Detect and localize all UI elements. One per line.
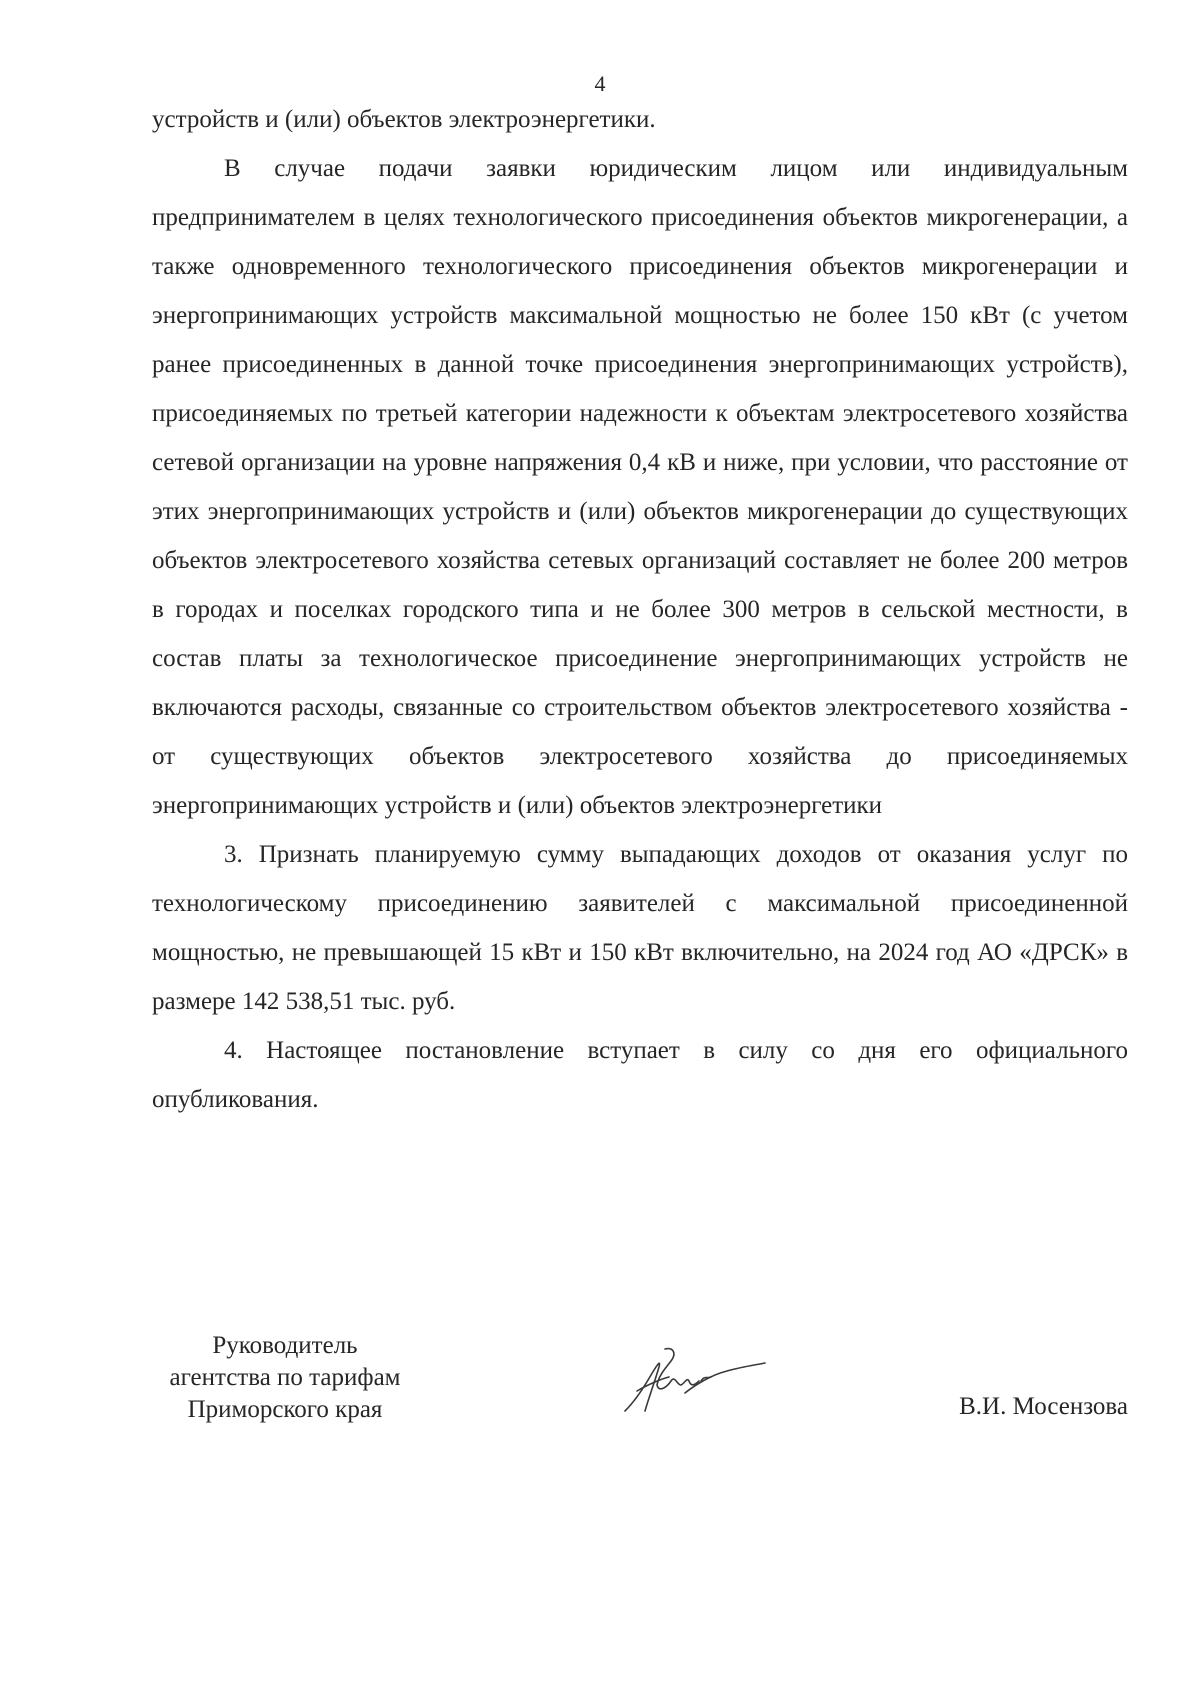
paragraph-continuation: устройств и (или) объектов электроэнергетики. (152, 106, 656, 133)
signatory-title-line: агентства по тарифам (169, 1364, 401, 1391)
signatory-title-line: Руководитель (212, 1332, 358, 1359)
page-number: 4 (594, 71, 606, 96)
signatory-title (140, 1330, 430, 1426)
signer-name: В.И. Мосензова (959, 1393, 1128, 1420)
paragraph-item-4: 4. Настоящее постановление вступает в силу со дня его официального опубликования. (152, 1037, 1128, 1113)
document-body (152, 95, 1128, 1124)
paragraph-item-3: 3. Признать планируемую сумму выпадающих доходов от оказания услуг по технологическому присоединению заявителей с максимальной присоединенной мощностью, не превышающей 15 кВт и 150 кВт включительно, на 2024 год АО «ДРСК» в размере 142 538,51 тыс. руб. (152, 841, 1128, 1015)
paragraph-microgeneration: В случае подачи заявки юридическим лицом или индивидуальным предпринимателем в целях технологического присоединения объектов микрогенерации, а также одновременного технологического присоединения объектов микрогенерации и энергопринимающих устройств максимальной мощностью не более 150 кВт (с учетом ранее присоединенных в данной точке присоединения энергопринимающих устройств), присоединяемых по третьей категории надежности к объектам электросетевого хозяйства сетевой организации на уровне напряжения 0,4 кВ и ниже, при условии, что расстояние от этих энергопринимающих устройств и (или) объектов микрогенерации до существующих объектов электросетевого хозяйства сетевых организаций составляет не более 200 метров в городах и поселках городского типа и не более 300 метров в сельской местности, в состав платы за технологическое присоединение энергопринимающих устройств не включаются расходы, связанные со строительством объектов электросетевого хозяйства - от существующих объектов электросетевого хозяйства до присоединяемых энергопринимающих устройств и (или) объектов электроэнергетики (152, 155, 1128, 819)
handwritten-signature-icon (615, 1345, 775, 1420)
signatory-title-line: Приморского края (187, 1396, 383, 1423)
